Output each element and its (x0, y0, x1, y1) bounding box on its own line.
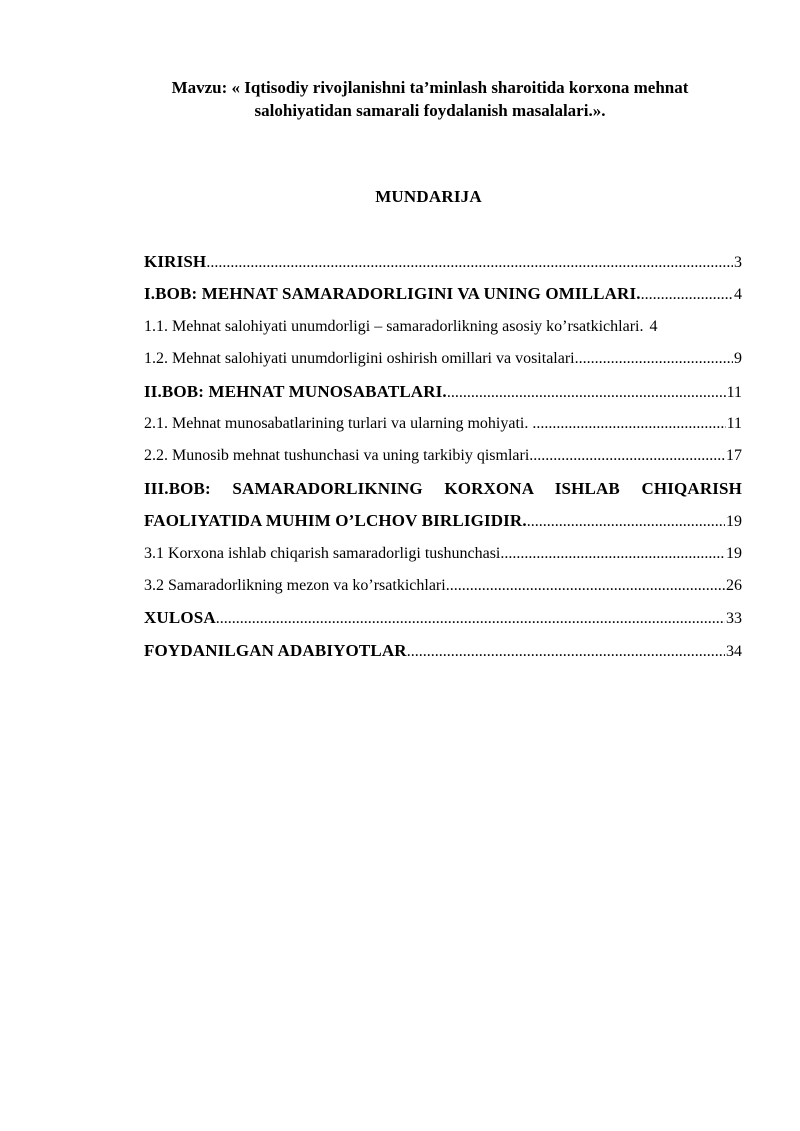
toc-entry-page: 34 (726, 642, 742, 660)
toc-entry-section-2-1 (144, 413, 742, 445)
toc-leader-dots (446, 575, 725, 597)
toc-entry-label: 2.1. Mehnat munosabatlarining turlari va ularning mohiyati. (144, 414, 533, 432)
toc-entry-references (144, 640, 742, 672)
document-topic (110, 76, 750, 122)
toc-entry-label: I.BOB: MEHNAT SAMARADORLIGINI VA UNING OMILLARI. (144, 284, 641, 304)
toc-entry-chapter-1 (144, 283, 742, 315)
toc-entry-chapter-3-line-2 (144, 510, 742, 542)
toc-entry-label: KIRISH (144, 252, 207, 271)
toc-leader-dots (575, 348, 733, 370)
toc-entry-page: 19 (726, 513, 742, 531)
toc-entry-page: 26 (726, 576, 742, 594)
toc-entry-page: 19 (726, 544, 742, 562)
toc-entry-page: 33 (726, 610, 742, 628)
toc-title: MUNDARIJA (375, 187, 482, 206)
toc-entry-page: 11 (726, 414, 742, 432)
toc-entry-page: 9 (734, 350, 742, 368)
toc-entry-page: 4 (734, 286, 742, 304)
toc-entry-chapter-3-line-1 (144, 478, 742, 510)
toc-entry-page: 3 (734, 254, 742, 271)
toc-entry-label: XULOSA (144, 608, 216, 628)
toc-entry-chapter-2 (144, 381, 742, 413)
toc-entry-section-3-1 (144, 543, 742, 575)
toc-entry-label: 1.1. Mehnat salohiyati unumdorligi – samaradorlikning asosiy ko’rsatkichlari. (144, 317, 644, 335)
table-of-contents (144, 251, 742, 672)
toc-entry-label: 2.2. Munosib mehnat tushunchasi va uning tarkibiy qismlari (144, 447, 530, 465)
toc-leader-dots (529, 445, 725, 467)
toc-entry-section-2-2 (144, 445, 742, 477)
toc-leader-dots (527, 511, 725, 533)
toc-entry-xulosa (144, 607, 742, 639)
toc-entry-label: FAOLIYATIDA MUHIM O’LCHOV BIRLIGIDIR. (144, 511, 527, 531)
toc-leader-dots (216, 608, 725, 630)
toc-entry-label: II.BOB: MEHNAT MUNOSABATLARI. (144, 381, 447, 401)
toc-leader-dots (206, 252, 733, 274)
toc-entry-label: 1.2. Mehnat salohiyati unumdorligini oshirish omillari va vositalari (144, 350, 575, 368)
topic-line-2: salohiyatidan samarali foydalanish masalalari.». (254, 101, 606, 120)
toc-entry-section-1-2 (144, 348, 742, 380)
toc-entry-page: 11 (726, 383, 742, 401)
toc-entry-page: 17 (726, 447, 742, 465)
toc-entry-section-3-2 (144, 575, 742, 607)
toc-leader-dots (532, 413, 725, 435)
toc-leader-dots (407, 641, 725, 663)
toc-entry-label: III.BOB: SAMARADORLIKNING KORXONA ISHLAB CHIQARISH (144, 478, 742, 498)
toc-entry-label: 3.1 Korxona ishlab chiqarish samaradorligi tushunchasi (144, 544, 501, 562)
toc-entry-label: FOYDANILGAN ADABIYOTLAR (144, 640, 407, 660)
toc-leader-dots (641, 284, 733, 306)
topic-line-1: Mavzu: « Iqtisodiy rivojlanishni ta’minlash sharoitida korxona mehnat (171, 78, 689, 97)
toc-leader-dots (447, 382, 726, 404)
toc-entry-kirish (144, 251, 742, 283)
toc-entry-section-1-1 (144, 316, 742, 348)
toc-leader-dots (500, 543, 725, 565)
toc-entry-label: 3.2 Samaradorlikning mezon va ko’rsatkichlari (144, 576, 446, 594)
toc-entry-page: 4 (649, 317, 658, 335)
